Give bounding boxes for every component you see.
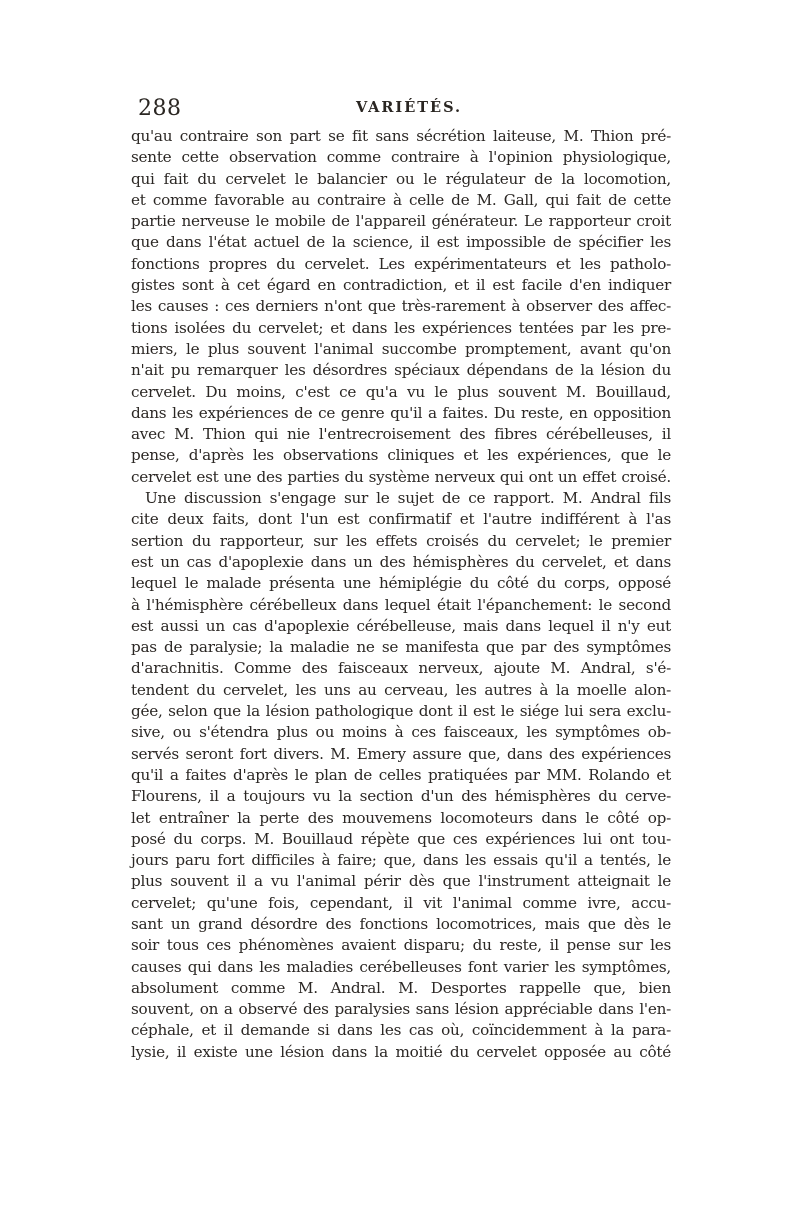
text-line: posé du corps. M. Bouillaud répète que ces expériences lui ont tou- bbox=[131, 829, 671, 848]
text-line: lequel le malade présenta une hémiplégie du côté du corps, opposé bbox=[131, 574, 671, 593]
text-line: que dans l'état actuel de la science, il est impossible de spécifier les bbox=[131, 233, 671, 252]
text-line: souvent, on a observé des paralysies sans lésion appréciable dans l'en- bbox=[131, 1000, 671, 1019]
text-line: n'ait pu remarquer les désordres spéciaux dépendans de la lésion du bbox=[131, 361, 671, 380]
text-line: miers, le plus souvent l'animal succombe promptement, avant qu'on bbox=[131, 339, 671, 358]
text-line: avec M. Thion qui nie l'entrecroisement des fibres cérébelleuses, il bbox=[131, 425, 671, 444]
body-text bbox=[131, 126, 671, 1063]
text-line: est un cas d'apoplexie dans un des hémisphères du cervelet, et dans bbox=[131, 552, 671, 571]
text-line: lysie, il existe une lésion dans la moitié du cervelet opposée au côté bbox=[131, 1042, 671, 1061]
text-line: qui fait du cervelet le balancier ou le régulateur de la locomotion, bbox=[131, 169, 671, 188]
text-line: sertion du rapporteur, sur les effets croisés du cervelet; le premier bbox=[131, 531, 671, 550]
text-line: qu'il a faites d'après le plan de celles pratiquées par MM. Rolando et bbox=[131, 765, 671, 784]
text-line: est aussi un cas d'apoplexie cérébelleuse, mais dans lequel il n'y eut bbox=[131, 616, 671, 635]
text-line: cervelet; qu'une fois, cependant, il vit l'animal comme ivre, accu- bbox=[131, 893, 671, 912]
page-number: 288 bbox=[138, 96, 182, 121]
text-line: cervelet est une des parties du système nerveux qui ont un effet croisé. bbox=[131, 467, 671, 486]
text-line: gée, selon que la lésion pathologique dont il est le siége lui sera exclu- bbox=[131, 702, 671, 721]
text-line: cervelet. Du moins, c'est ce qu'a vu le plus souvent M. Bouillaud, bbox=[131, 382, 671, 401]
text-line: et comme favorable au contraire à celle de M. Gall, qui fait de cette bbox=[131, 190, 671, 209]
text-line: d'arachnitis. Comme des faisceaux nerveux, ajoute M. Andral, s'é- bbox=[131, 659, 671, 678]
text-line: sive, ou s'étendra plus ou moins à ces faisceaux, les symptômes ob- bbox=[131, 723, 671, 742]
text-line: qu'au contraire son part se fit sans sécrétion laiteuse, M. Thion pré- bbox=[131, 127, 671, 145]
text-line: causes qui dans les maladies cerébelleuses font varier les symptômes, bbox=[131, 957, 671, 976]
section-title: VARIÉTÉS. bbox=[356, 99, 463, 116]
text-line: tions isolées du cervelet; et dans les expériences tentées par les pre- bbox=[131, 318, 671, 337]
text-line: sente cette observation comme contraire à l'opinion physiologique, bbox=[131, 148, 671, 167]
text-line: céphale, et il demande si dans les cas où, coïncidemment à la para- bbox=[131, 1021, 671, 1040]
text-line: let entraîner la perte des mouvemens locomoteurs dans le côté op- bbox=[131, 808, 671, 827]
text-line: soir tous ces phénomènes avaient disparu; du reste, il pense sur les bbox=[131, 936, 671, 955]
text-line: servés seront fort divers. M. Emery assure que, dans des expériences bbox=[131, 744, 671, 763]
text-line: les causes : ces derniers n'ont que très-rarement à observer des affec- bbox=[131, 297, 671, 316]
text-line: pas de paralysie; la maladie ne se manifesta que par des symptômes bbox=[131, 638, 671, 657]
text-line: Flourens, il a toujours vu la section d'un des hémisphères du cerve- bbox=[131, 787, 671, 806]
text-line: gistes sont à cet égard en contradiction, et il est facile d'en indiquer bbox=[131, 276, 671, 295]
text-line: cite deux faits, dont l'un est confirmatif et l'autre indifférent à l'as bbox=[131, 510, 671, 529]
text-line: absolument comme M. Andral. M. Desportes rappelle que, bien bbox=[131, 978, 671, 997]
paragraph-first-line: Une discussion s'engage sur le sujet de ce rapport. M. Andral fils bbox=[145, 489, 671, 508]
text-line: fonctions propres du cervelet. Les expérimentateurs et les patholo- bbox=[131, 254, 671, 273]
running-head bbox=[138, 96, 678, 122]
text-line: jours paru fort difficiles à faire; que, dans les essais qu'il a tentés, le bbox=[131, 851, 671, 870]
text-line: partie nerveuse le mobile de l'appareil générateur. Le rapporteur croit bbox=[131, 212, 671, 231]
text-line: à l'hémisphère cérébelleux dans lequel était l'épanchement: le second bbox=[131, 595, 671, 614]
text-line: tendent du cervelet, les uns au cerveau, les autres à la moelle alon- bbox=[131, 680, 671, 699]
text-line: pense, d'après les observations cliniques et les expériences, que le bbox=[131, 446, 671, 465]
text-line: sant un grand désordre des fonctions locomotrices, mais que dès le bbox=[131, 914, 671, 933]
text-line: plus souvent il a vu l'animal périr dès que l'instrument atteignait le bbox=[131, 872, 671, 891]
text-line: dans les expériences de ce genre qu'il a faites. Du reste, en opposition bbox=[131, 403, 671, 422]
